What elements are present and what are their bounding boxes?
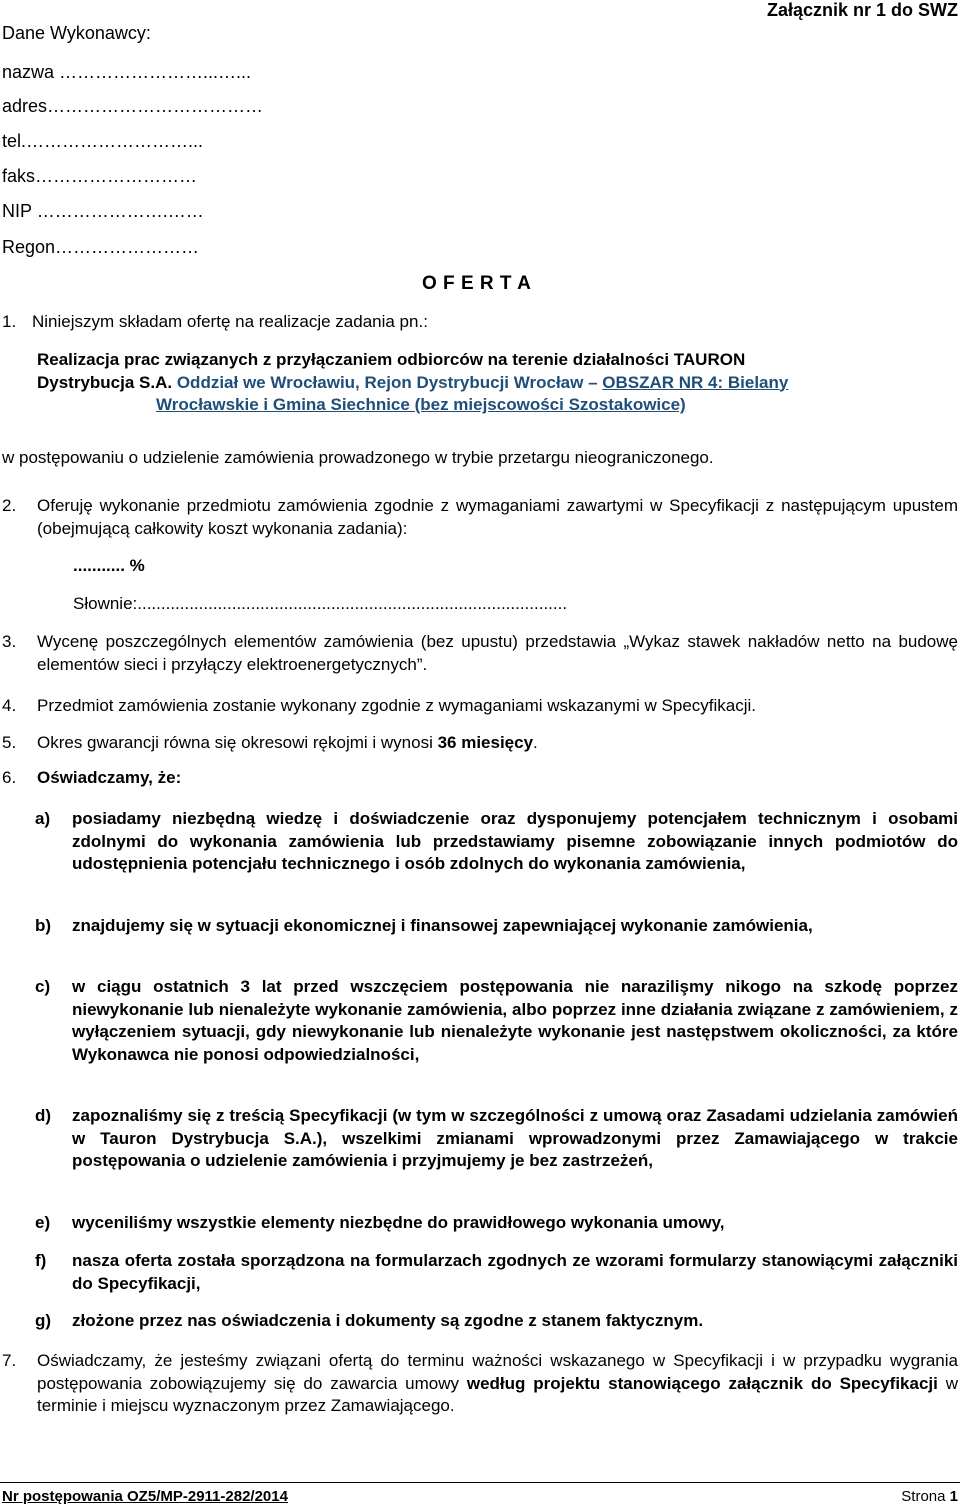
contractor-data-heading: Dane Wykonawcy:	[2, 23, 151, 43]
point-6: 6. Oświadczamy, że:	[2, 768, 182, 787]
field-name: nazwa ……………………...…...	[2, 62, 252, 82]
page-number: Strona 1	[901, 1488, 958, 1505]
point-4: 4. Przedmiot zamówienia zostanie wykonany zgodnie z wymaganiami wskazanymi w Specyfikacji.	[2, 696, 757, 715]
statement-b: b) znajdujemy się w sytuacji ekonomicznej i finansowej zapewniającej wykonanie zamówienia,	[35, 916, 813, 935]
statement-g: g) złożone przez nas oświadczenia i dokumenty są zgodne z stanem faktycznym.	[35, 1311, 704, 1330]
point-7: 7. Oświadczamy, że jesteśmy związani ofertą do terminu ważności wskazanego w Specyfikacji i w przypadku wygrania postępowania zobowiązujemy się do zawarcia umowy według projektu stanowiącego załącznik do Specyfikacji w terminie i miejscu wyznaczonym przez Zamawiającego.	[2, 1351, 958, 1415]
point-2: 2. Oferuję wykonanie przedmiotu zamówienia zgodnie z wymaganiami zawartymi w Specyfikacji z następującym upustem (obejmującą całkowity koszt wykonania zadania):	[2, 496, 958, 538]
field-fax: faks………………………	[2, 166, 198, 186]
procedure-number: Nr postępowania OZ5/MP-2911-282/2014	[2, 1488, 288, 1505]
statement-c: c) w ciągu ostatnich 3 lat przed wszczęciem postępowania nie narazilişmy nikogo na szkodę poprzez niewykonanie lub nienależyte wykonanie zamówienia, albo poprzez inne działania związane z zamówieniem, z wyłączeniem sytuacji, gdy niewykonanie lub nienależyte wykonanie jest następstwem okoliczności, za które Wykonawca nie ponosi odpowiedzialności,	[35, 977, 958, 1064]
attachment-label: Załącznik nr 1 do SWZ	[766, 0, 958, 20]
point-1: 1. Niniejszym składam ofertę na realizacje zadania pn.:	[2, 312, 428, 331]
point-3: 3. Wycenę poszczególnych elementów zamówienia (bez upustu) przedstawia „Wykaz stawek nakładów netto na budowę elementów sieci i przyłączy elektroenergetycznych”.	[2, 632, 958, 674]
discount-in-words: Słownie:...........................................................................................	[73, 594, 568, 613]
footer-divider	[0, 1482, 960, 1483]
contract-subject: Realizacja prac związanych z przyłączaniem odbiorców na terenie działalności TAURON Dystrybucja S.A. Oddział we Wrocławiu, Rejon Dystrybucji Wrocław – OBSZAR NR 4: Bielany Wrocławskie i Gmina Siechnice (bez miejscowości Szostakowice)	[37, 350, 789, 414]
point-5: 5. Okres gwarancji równa się okresowi rękojmi i wynosi 36 miesięcy.	[2, 733, 538, 752]
document-title: O F E R T A	[422, 273, 532, 294]
procedure-statement: w postępowaniu o udzielenie zamówienia prowadzonego w trybie przetargu nieograniczonego.	[2, 448, 714, 467]
statement-d: d) zapoznaliśmy się z treścią Specyfikacji (w tym w szczególności z umową oraz Zasadami udzielania zamówień w Tauron Dystrybucja S.A.), wszelkimi zmianami wprowadzonymi przez Zamawiającego w trakcie postępowania o udzielenie zamówienia i przyjmujemy je bez zastrzeżeń,	[35, 1106, 958, 1170]
field-address: adres………………………………	[2, 96, 264, 116]
field-nip: NIP ………………….……	[2, 201, 204, 221]
statement-f: f) nasza oferta została sporządzona na formularzach zgodnych ze wzorami formularzy stanowiącymi załączniki do Specyfikacji,	[35, 1251, 958, 1293]
field-phone: tel.………………………...	[2, 131, 204, 151]
discount-percent: ........... %	[73, 556, 145, 575]
statement-a: a) posiadamy niezbędną wiedzę i doświadczenie oraz dysponujemy potencjałem technicznym i osobami zdolnymi do wykonania zamówienia lub przedstawiamy pisemne zobowiązanie innych podmiotów do udostępnienia potencjału technicznego i osób zdolnych do wykonania zamówienia,	[35, 809, 958, 873]
field-regon: Regon……………………	[2, 237, 200, 257]
statement-e: e) wyceniliśmy wszystkie elementy niezbędne do prawidłowego wykonania umowy,	[35, 1213, 725, 1232]
